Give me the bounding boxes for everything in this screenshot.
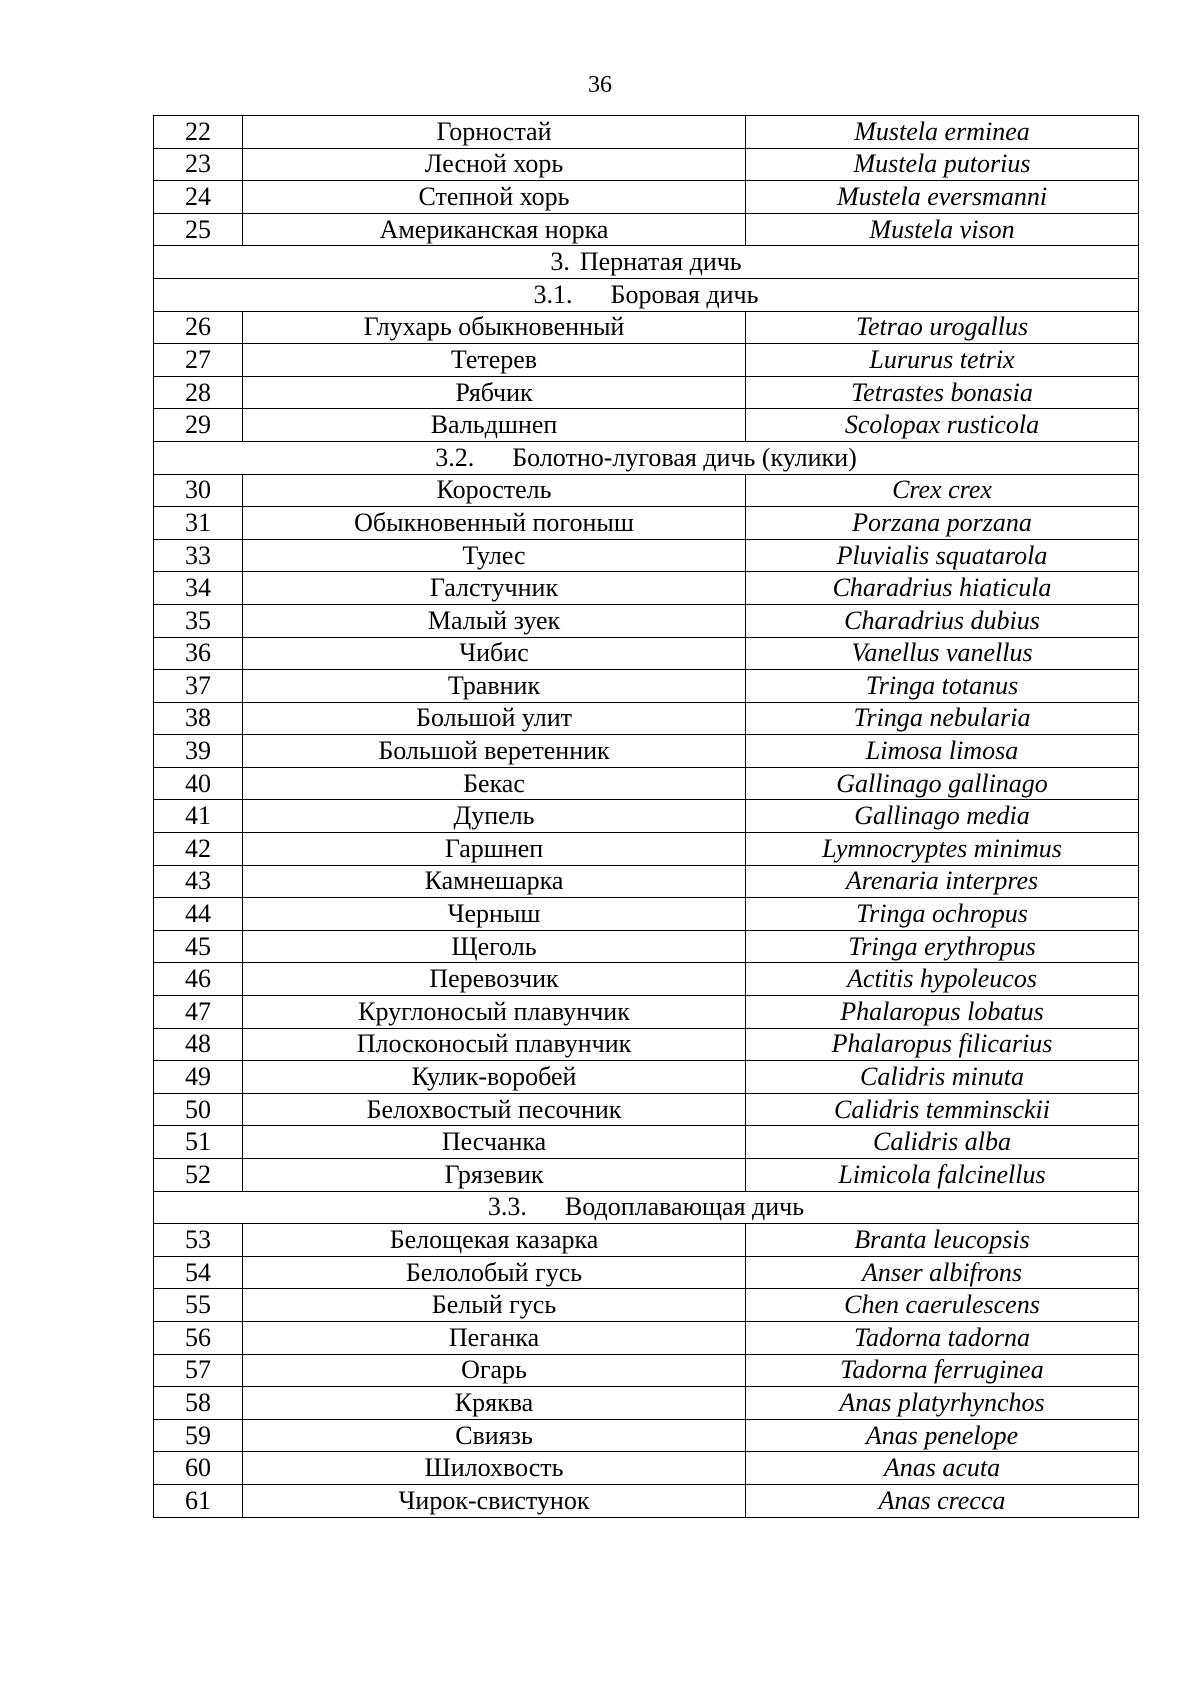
table-row [154,572,1139,605]
common-name-cell: Кулик-воробей [243,1061,746,1094]
latin-name-cell: Tringa nebularia [746,702,1139,735]
common-name-cell: Вальдшнеп [243,409,746,442]
common-name-cell: Камнешарка [243,865,746,898]
latin-name-cell: Tadorna ferruginea [746,1354,1139,1387]
table-row [154,1256,1139,1289]
common-name-cell: Кряква [243,1387,746,1420]
latin-name-cell: Lururus tetrix [746,344,1139,377]
section-heading [154,278,1139,311]
table-row [154,148,1139,181]
row-number-cell: 50 [154,1093,243,1126]
section-title: Пернатая дичь [579,247,742,277]
section-title: Водоплавающая дичь [564,1192,805,1222]
table-row [154,833,1139,866]
section-title: Боровая дичь [610,279,759,309]
row-number-cell: 27 [154,344,243,377]
row-number-cell: 59 [154,1419,243,1452]
table-row [154,1159,1139,1192]
table-row [154,1093,1139,1126]
common-name-cell: Глухарь обыкновенный [243,311,746,344]
table-row [154,865,1139,898]
section-number: 3.1. [533,279,573,309]
table-row [154,898,1139,931]
row-number-cell: 56 [154,1321,243,1354]
latin-name-cell: Calidris minuta [746,1061,1139,1094]
section-title: Болотно-луговая дичь (кулики) [512,442,857,472]
row-number-cell: 25 [154,213,243,246]
common-name-cell: Гаршнеп [243,833,746,866]
common-name-cell: Травник [243,670,746,703]
common-name-cell: Горностай [243,116,746,149]
latin-name-cell: Pluvialis squatarola [746,539,1139,572]
table-row [154,670,1139,703]
latin-name-cell: Gallinago gallinago [746,767,1139,800]
row-number-cell: 58 [154,1387,243,1420]
row-number-cell: 42 [154,833,243,866]
row-number-cell: 52 [154,1159,243,1192]
row-number-cell: 38 [154,702,243,735]
latin-name-cell: Tringa ochropus [746,898,1139,931]
common-name-cell: Пеганка [243,1321,746,1354]
row-number-cell: 35 [154,604,243,637]
common-name-cell: Бекас [243,767,746,800]
common-name-cell: Коростель [243,474,746,507]
common-name-cell: Малый зуек [243,604,746,637]
common-name-cell: Белолобый гусь [243,1256,746,1289]
table-row [154,181,1139,214]
table-row [154,1126,1139,1159]
latin-name-cell: Lymnocryptes minimus [746,833,1139,866]
latin-name-cell: Tetrao urogallus [746,311,1139,344]
row-number-cell: 40 [154,767,243,800]
row-number-cell: 47 [154,996,243,1029]
section-heading-row [154,246,1139,279]
common-name-cell: Дупель [243,800,746,833]
section-heading [154,441,1139,474]
latin-name-cell: Scolopax rusticola [746,409,1139,442]
latin-name-cell: Gallinago media [746,800,1139,833]
latin-name-cell: Tadorna tadorna [746,1321,1139,1354]
latin-name-cell: Charadrius dubius [746,604,1139,637]
row-number-cell: 30 [154,474,243,507]
row-number-cell: 44 [154,898,243,931]
table-row [154,409,1139,442]
row-number-cell: 55 [154,1289,243,1322]
row-number-cell: 41 [154,800,243,833]
common-name-cell: Чирок-свистунок [243,1484,746,1517]
latin-name-cell: Anas acuta [746,1452,1139,1485]
table-row [154,1452,1139,1485]
common-name-cell: Степной хорь [243,181,746,214]
section-heading-row [154,278,1139,311]
table-row [154,1028,1139,1061]
row-number-cell: 29 [154,409,243,442]
section-number: 3.2. [435,442,475,472]
row-number-cell: 49 [154,1061,243,1094]
row-number-cell: 28 [154,376,243,409]
table-row [154,996,1139,1029]
common-name-cell: Рябчик [243,376,746,409]
row-number-cell: 46 [154,963,243,996]
latin-name-cell: Branta leucopsis [746,1224,1139,1257]
common-name-cell: Плосконосый плавунчик [243,1028,746,1061]
section-heading-row [154,1191,1139,1224]
section-number: 3. [550,247,570,277]
table-row [154,507,1139,540]
row-number-cell: 31 [154,507,243,540]
row-number-cell: 39 [154,735,243,768]
latin-name-cell: Anas platyrhynchos [746,1387,1139,1420]
table-row [154,1224,1139,1257]
section-number: 3.3. [487,1192,527,1222]
common-name-cell: Щеголь [243,930,746,963]
section-heading-row [154,441,1139,474]
latin-name-cell: Phalaropus lobatus [746,996,1139,1029]
table-row [154,767,1139,800]
latin-name-cell: Mustela putorius [746,148,1139,181]
table-row [154,1354,1139,1387]
table-row [154,735,1139,768]
table-row [154,116,1139,149]
table-row [154,539,1139,572]
table-row [154,376,1139,409]
common-name-cell: Тетерев [243,344,746,377]
row-number-cell: 48 [154,1028,243,1061]
common-name-cell: Шилохвость [243,1452,746,1485]
section-heading [154,246,1139,279]
common-name-cell: Чибис [243,637,746,670]
common-name-cell: Большой улит [243,702,746,735]
latin-name-cell: Anser albifrons [746,1256,1139,1289]
row-number-cell: 54 [154,1256,243,1289]
common-name-cell: Американская норка [243,213,746,246]
latin-name-cell: Anas penelope [746,1419,1139,1452]
latin-name-cell: Charadrius hiaticula [746,572,1139,605]
common-name-cell: Большой веретенник [243,735,746,768]
row-number-cell: 60 [154,1452,243,1485]
latin-name-cell: Arenaria interpres [746,865,1139,898]
common-name-cell: Свиязь [243,1419,746,1452]
table-row [154,344,1139,377]
common-name-cell: Галстучник [243,572,746,605]
common-name-cell: Обыкновенный погоныш [243,507,746,540]
latin-name-cell: Mustela vison [746,213,1139,246]
row-number-cell: 53 [154,1224,243,1257]
row-number-cell: 24 [154,181,243,214]
table-row [154,213,1139,246]
table-row [154,1289,1139,1322]
latin-name-cell: Calidris alba [746,1126,1139,1159]
common-name-cell: Перевозчик [243,963,746,996]
table-row [154,1061,1139,1094]
latin-name-cell: Tetrastes bonasia [746,376,1139,409]
table-row [154,702,1139,735]
row-number-cell: 36 [154,637,243,670]
common-name-cell: Песчанка [243,1126,746,1159]
common-name-cell: Огарь [243,1354,746,1387]
latin-name-cell: Limosa limosa [746,735,1139,768]
table-row [154,930,1139,963]
latin-name-cell: Tringa totanus [746,670,1139,703]
latin-name-cell: Porzana porzana [746,507,1139,540]
common-name-cell: Грязевик [243,1159,746,1192]
latin-name-cell: Mustela erminea [746,116,1139,149]
row-number-cell: 34 [154,572,243,605]
table-row [154,1387,1139,1420]
row-number-cell: 33 [154,539,243,572]
table-row [154,800,1139,833]
common-name-cell: Черныш [243,898,746,931]
common-name-cell: Белощекая казарка [243,1224,746,1257]
latin-name-cell: Phalaropus filicarius [746,1028,1139,1061]
row-number-cell: 23 [154,148,243,181]
latin-name-cell: Crex crex [746,474,1139,507]
table-row [154,1321,1139,1354]
common-name-cell: Белый гусь [243,1289,746,1322]
page-number: 36 [588,72,612,98]
table-row [154,474,1139,507]
row-number-cell: 57 [154,1354,243,1387]
row-number-cell: 26 [154,311,243,344]
common-name-cell: Лесной хорь [243,148,746,181]
table-row [154,637,1139,670]
latin-name-cell: Vanellus vanellus [746,637,1139,670]
table-row [154,311,1139,344]
table-row [154,963,1139,996]
row-number-cell: 37 [154,670,243,703]
table-row [154,1484,1139,1517]
row-number-cell: 61 [154,1484,243,1517]
latin-name-cell: Calidris temminsckii [746,1093,1139,1126]
common-name-cell: Круглоносый плавунчик [243,996,746,1029]
latin-name-cell: Actitis hypoleucos [746,963,1139,996]
species-table [153,115,1139,1518]
row-number-cell: 45 [154,930,243,963]
section-heading [154,1191,1139,1224]
table-row [154,1419,1139,1452]
common-name-cell: Тулес [243,539,746,572]
latin-name-cell: Mustela eversmanni [746,181,1139,214]
row-number-cell: 22 [154,116,243,149]
latin-name-cell: Limicola falcinellus [746,1159,1139,1192]
table-row [154,604,1139,637]
common-name-cell: Белохвостый песочник [243,1093,746,1126]
row-number-cell: 43 [154,865,243,898]
row-number-cell: 51 [154,1126,243,1159]
latin-name-cell: Anas crecca [746,1484,1139,1517]
latin-name-cell: Chen caerulescens [746,1289,1139,1322]
latin-name-cell: Tringa erythropus [746,930,1139,963]
species-table-body [154,116,1139,1518]
